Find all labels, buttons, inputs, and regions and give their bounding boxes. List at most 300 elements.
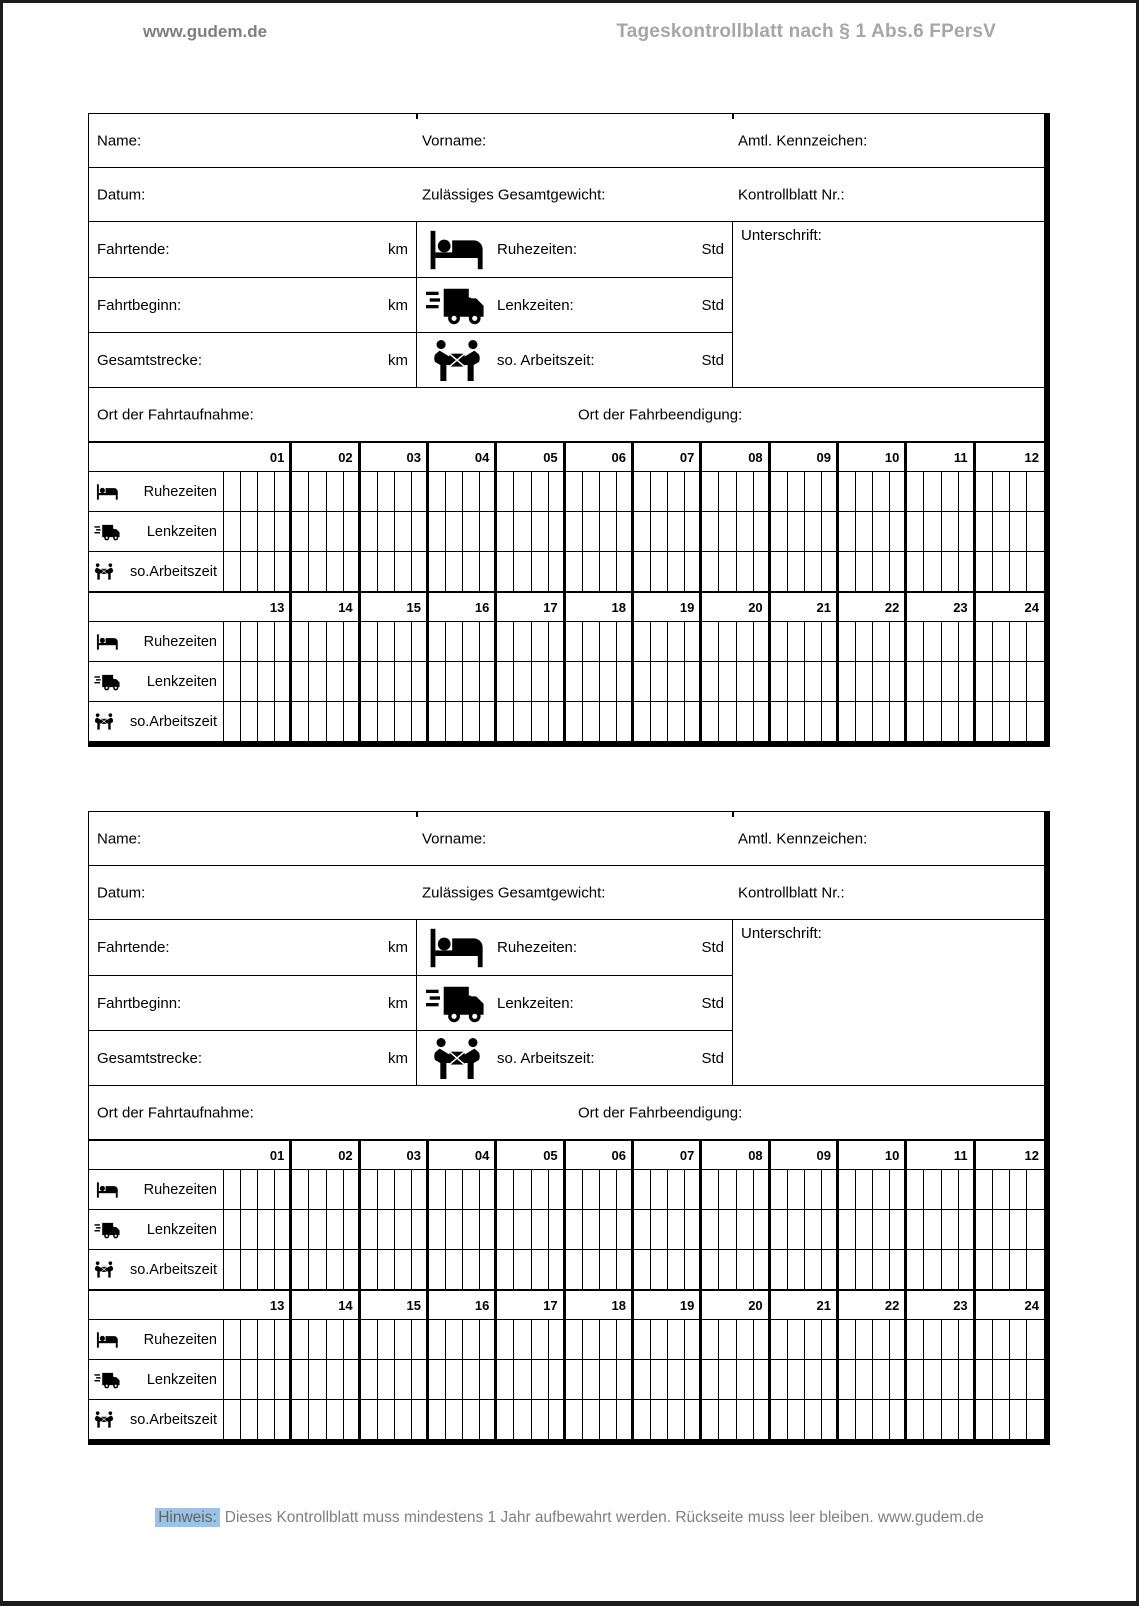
quarter-hour-cell (258, 1169, 275, 1209)
quarter-hour-cell (532, 511, 549, 551)
quarter-hour-cell (634, 1399, 651, 1439)
quarter-hour-cell (702, 1359, 719, 1399)
quarter-hour-cell (344, 1319, 361, 1359)
quarter-hour-cell (856, 471, 873, 511)
quarter-hour-cell (788, 1319, 805, 1359)
quarter-hour-cell (754, 1249, 771, 1289)
quarter-hour-cell (412, 621, 429, 661)
std-unit: Std (701, 241, 724, 258)
quarter-hour-cell (771, 471, 788, 511)
quarter-hour-cell (327, 511, 344, 551)
quarter-hour-cell (224, 1319, 241, 1359)
quarter-hour-cell (788, 511, 805, 551)
quarter-hour-cell (788, 551, 805, 591)
quarter-hour-cell (924, 1249, 941, 1289)
quarter-hour-cell (566, 1319, 583, 1359)
quarter-hour-cell (224, 511, 241, 551)
quarter-hour-cell (429, 551, 446, 591)
quarter-hour-cell (480, 511, 497, 551)
quarter-hour-cell (993, 1319, 1010, 1359)
grid-row-label (89, 1209, 224, 1249)
quarter-hour-cell (566, 621, 583, 661)
quarter-hour-cell (771, 511, 788, 551)
quarter-hour-cell (258, 551, 275, 591)
quarter-hour-cell (292, 1399, 309, 1439)
hour-grid-01-12 (89, 1139, 1044, 1289)
hour-header-07: 07 (634, 1141, 702, 1169)
vorname-label: Vorname: (422, 132, 487, 149)
std-cell (416, 920, 732, 975)
van-icon (94, 673, 122, 691)
quarter-hour-cell (463, 621, 480, 661)
quarter-hour-cell (395, 551, 412, 591)
km-cell (89, 333, 416, 387)
quarter-hour-cell (651, 1319, 668, 1359)
grid-row-label-text: so.Arbeitszeit (129, 563, 217, 580)
quarter-hour-cell (463, 1319, 480, 1359)
std-cell (416, 1031, 732, 1085)
quarter-hour-cell (292, 471, 309, 511)
quarter-hour-cell (839, 1319, 856, 1359)
quarter-hour-cell (378, 511, 395, 551)
quarter-hour-cell (514, 511, 531, 551)
quarter-hour-cell (1027, 1359, 1044, 1399)
quarter-hour-cell (566, 661, 583, 701)
quarter-hour-cell (856, 551, 873, 591)
quarter-hour-cell (275, 661, 292, 701)
grid-row-label (89, 1319, 224, 1359)
quarter-hour-cell (361, 1399, 378, 1439)
quarter-hour-cell (395, 1319, 412, 1359)
quarter-hour-cell (702, 701, 719, 741)
quarter-hour-cell (514, 1319, 531, 1359)
quarter-hour-cell (651, 1249, 668, 1289)
grid-row-label (89, 1169, 224, 1209)
km-unit: km (388, 296, 408, 314)
quarter-hour-cell (993, 1249, 1010, 1289)
quarter-hour-cell (532, 1169, 549, 1209)
std-unit: Std (701, 296, 724, 314)
quarter-hour-cell (942, 621, 959, 661)
quarter-hour-cell (395, 661, 412, 701)
quarter-hour-cell (959, 1359, 976, 1399)
quarter-hour-cell (788, 1209, 805, 1249)
quarter-hour-cell (668, 1249, 685, 1289)
hour-header-10: 10 (839, 1141, 907, 1169)
quarter-hour-cell (446, 1209, 463, 1249)
quarter-hour-cell (890, 1319, 907, 1359)
hour-header-20: 20 (702, 593, 770, 621)
quarter-hour-cell (942, 1209, 959, 1249)
ruhezeiten-label: Ruhezeiten: (497, 241, 578, 258)
km-cell (89, 1031, 416, 1085)
quarter-hour-cell (258, 1319, 275, 1359)
quarter-hour-cell (532, 1209, 549, 1249)
quarter-hour-cell (583, 621, 600, 661)
quarter-hour-cell (890, 1359, 907, 1399)
quarter-hour-cell (566, 551, 583, 591)
row-fahrtende (89, 920, 732, 975)
daily-control-sheet-1 (88, 113, 1050, 747)
quarter-hour-cell (976, 1249, 993, 1289)
quarter-hour-cell (429, 511, 446, 551)
quarter-hour-cell (258, 511, 275, 551)
quarter-hour-cell (907, 621, 924, 661)
quarter-hour-cell (805, 511, 822, 551)
quarter-hour-cell (856, 701, 873, 741)
middle-left (89, 222, 732, 387)
kennzeichen-label: Amtl. Kennzeichen: (738, 132, 868, 149)
quarter-hour-cell (719, 661, 736, 701)
quarter-hour-cell (532, 1319, 549, 1359)
quarter-hour-cell (514, 471, 531, 511)
quarter-hour-cell (412, 1359, 429, 1399)
quarter-hour-cell (976, 1359, 993, 1399)
quarter-hour-cell (685, 661, 702, 701)
quarter-hour-cell (463, 551, 480, 591)
quarter-hour-cell (1027, 701, 1044, 741)
quarter-hour-cell (856, 1319, 873, 1359)
grid-row-label-text: Lenkzeiten (146, 523, 217, 540)
unterschrift-cell (732, 222, 1044, 387)
hour-header-13: 13 (89, 593, 292, 621)
row-fahrtende (89, 222, 732, 277)
quarter-hour-cell (685, 511, 702, 551)
quarter-hour-cell (583, 511, 600, 551)
quarter-hour-cell (754, 471, 771, 511)
quarter-hour-cell (292, 1319, 309, 1359)
quarter-hour-cell (275, 1319, 292, 1359)
quarter-hour-cell (822, 471, 839, 511)
quarter-hour-cell (617, 1169, 634, 1209)
quarter-hour-cell (942, 701, 959, 741)
quarter-hour-cell (344, 511, 361, 551)
quarter-hour-cell (890, 1169, 907, 1209)
quarter-hour-cell (361, 1249, 378, 1289)
quarter-hour-cell (241, 1359, 258, 1399)
quarter-hour-cell (309, 471, 326, 511)
quarter-hour-cell (771, 551, 788, 591)
quarter-hour-cell (327, 1319, 344, 1359)
grid-row-label-text: Lenkzeiten (146, 1371, 217, 1388)
grid-row-label-text: Ruhezeiten (143, 1181, 217, 1198)
quarter-hour-cell (497, 1319, 514, 1359)
quarter-hour-cell (224, 471, 241, 511)
bed-icon (94, 484, 121, 500)
quarter-hour-cell (224, 621, 241, 661)
quarter-hour-cell (600, 551, 617, 591)
quarter-hour-cell (856, 1249, 873, 1289)
quarter-hour-cell (907, 1359, 924, 1399)
quarter-hour-cell (873, 1169, 890, 1209)
quarter-hour-cell (942, 661, 959, 701)
quarter-hour-cell (549, 1319, 566, 1359)
quarter-hour-cell (788, 1249, 805, 1289)
quarter-hour-cell (702, 1319, 719, 1359)
km-unit: km (388, 241, 408, 258)
quarter-hour-cell (788, 1169, 805, 1209)
quarter-hour-cell (258, 1249, 275, 1289)
quarter-hour-cell (1010, 471, 1027, 511)
unterschrift-label: Unterschrift: (741, 925, 822, 942)
quarter-hour-cell (839, 471, 856, 511)
quarter-hour-cell (549, 1249, 566, 1289)
quarter-hour-cell (600, 511, 617, 551)
quarter-hour-cell (429, 1169, 446, 1209)
quarter-hour-cell (942, 1169, 959, 1209)
quarter-hour-cell (1027, 661, 1044, 701)
std-unit: Std (701, 994, 724, 1012)
gesamtgewicht-label: Zulässiges Gesamtgewicht: (422, 884, 606, 901)
quarter-hour-cell (942, 1399, 959, 1439)
quarter-hour-cell (685, 471, 702, 511)
quarter-hour-cell (959, 701, 976, 741)
std-unit: Std (701, 1049, 724, 1067)
arbeitszeit-label: so. Arbeitszeit: (497, 1049, 595, 1067)
quarter-hour-cell (241, 1169, 258, 1209)
quarter-hour-cell (976, 621, 993, 661)
quarter-hour-cell (719, 1359, 736, 1399)
quarter-hour-cell (344, 1169, 361, 1209)
quarter-hour-cell (1027, 1169, 1044, 1209)
quarter-hour-cell (976, 661, 993, 701)
name-label: Name: (97, 830, 142, 847)
quarter-hour-cell (532, 1399, 549, 1439)
fahrtende-label: Fahrtende: (97, 939, 170, 956)
quarter-hour-cell (702, 471, 719, 511)
quarter-hour-cell (1010, 511, 1027, 551)
quarter-hour-cell (907, 471, 924, 511)
quarter-hour-cell (514, 621, 531, 661)
quarter-hour-cell (497, 661, 514, 701)
grid-row-label-text: so.Arbeitszeit (129, 713, 217, 730)
grid-row-label-text: so.Arbeitszeit (129, 1411, 217, 1428)
quarter-hour-cell (361, 511, 378, 551)
quarter-hour-cell (754, 511, 771, 551)
hour-header-07: 07 (634, 443, 702, 471)
quarter-hour-cell (1010, 1169, 1027, 1209)
quarter-hour-cell (805, 471, 822, 511)
quarter-hour-cell (719, 621, 736, 661)
quarter-hour-cell (839, 1209, 856, 1249)
quarter-hour-cell (617, 1209, 634, 1249)
quarter-hour-cell (959, 1319, 976, 1359)
quarter-hour-cell (719, 701, 736, 741)
bed-icon (417, 928, 497, 968)
hour-header-09: 09 (771, 443, 839, 471)
row-gesamtstrecke (89, 1030, 732, 1085)
quarter-hour-cell (258, 621, 275, 661)
quarter-hour-cell (275, 551, 292, 591)
quarter-hour-cell (805, 1319, 822, 1359)
hour-header-10: 10 (839, 443, 907, 471)
hour-header-02: 02 (292, 1141, 360, 1169)
workers-icon (94, 713, 114, 730)
quarter-hour-cell (344, 621, 361, 661)
quarter-hour-cell (600, 1319, 617, 1359)
quarter-hour-cell (993, 471, 1010, 511)
hour-header-19: 19 (634, 1291, 702, 1319)
quarter-hour-cell (344, 471, 361, 511)
km-cell (89, 920, 416, 975)
quarter-hour-cell (959, 551, 976, 591)
quarter-hour-cell (993, 551, 1010, 591)
quarter-hour-cell (378, 621, 395, 661)
hour-header-02: 02 (292, 443, 360, 471)
quarter-hour-cell (754, 1209, 771, 1249)
ruhezeiten-label: Ruhezeiten: (497, 939, 578, 956)
quarter-hour-cell (378, 1359, 395, 1399)
quarter-hour-cell (873, 701, 890, 741)
workers-icon (94, 563, 114, 580)
grid-row-label-text: Ruhezeiten (143, 483, 217, 500)
grid-row-label (89, 621, 224, 661)
quarter-hour-cell (976, 1209, 993, 1249)
hour-header-04: 04 (429, 443, 497, 471)
hour-header-11: 11 (907, 443, 975, 471)
quarter-hour-cell (788, 471, 805, 511)
quarter-hour-cell (327, 1249, 344, 1289)
std-unit: Std (701, 351, 724, 369)
quarter-hour-cell (549, 661, 566, 701)
quarter-hour-cell (309, 621, 326, 661)
quarter-hour-cell (617, 551, 634, 591)
quarter-hour-cell (361, 1319, 378, 1359)
quarter-hour-cell (993, 1359, 1010, 1399)
quarter-hour-cell (497, 1249, 514, 1289)
quarter-hour-cell (839, 661, 856, 701)
quarter-hour-cell (309, 1359, 326, 1399)
quarter-hour-cell (754, 621, 771, 661)
quarter-hour-cell (873, 1359, 890, 1399)
quarter-hour-cell (634, 1209, 651, 1249)
quarter-hour-cell (617, 1249, 634, 1289)
unterschrift-label: Unterschrift: (741, 227, 822, 244)
quarter-hour-cell (822, 621, 839, 661)
quarter-hour-cell (788, 701, 805, 741)
quarter-hour-cell (856, 1399, 873, 1439)
quarter-hour-cell (1027, 1399, 1044, 1439)
quarter-hour-cell (685, 1249, 702, 1289)
quarter-hour-cell (976, 1399, 993, 1439)
quarter-hour-cell (634, 511, 651, 551)
quarter-hour-cell (993, 661, 1010, 701)
quarter-hour-cell (583, 1249, 600, 1289)
hour-header-08: 08 (702, 1141, 770, 1169)
quarter-hour-cell (395, 1169, 412, 1209)
footer-note (3, 1509, 1136, 1527)
hour-header-19: 19 (634, 593, 702, 621)
quarter-hour-cell (873, 1249, 890, 1289)
quarter-hour-cell (497, 471, 514, 511)
quarter-hour-cell (805, 701, 822, 741)
quarter-hour-cell (549, 471, 566, 511)
grid-row-label (89, 551, 224, 591)
quarter-hour-cell (754, 701, 771, 741)
quarter-hour-cell (361, 471, 378, 511)
quarter-hour-cell (924, 1209, 941, 1249)
quarter-hour-cell (839, 621, 856, 661)
quarter-hour-cell (924, 471, 941, 511)
quarter-hour-cell (771, 1169, 788, 1209)
hour-header-24: 24 (1024, 599, 1039, 615)
quarter-hour-cell (378, 701, 395, 741)
quarter-hour-cell (378, 1399, 395, 1439)
hour-header-06: 06 (566, 1141, 634, 1169)
quarter-hour-cell (839, 1169, 856, 1209)
row-fahrtbeginn (89, 975, 732, 1030)
hour-header-12: 12 (1024, 1147, 1039, 1163)
quarter-hour-cell (241, 1249, 258, 1289)
quarter-hour-cell (668, 471, 685, 511)
hour-header-06: 06 (566, 443, 634, 471)
kontrollblatt-label: Kontrollblatt Nr.: (738, 884, 845, 901)
quarter-hour-cell (463, 661, 480, 701)
quarter-hour-cell (873, 1319, 890, 1359)
quarter-hour-cell (514, 551, 531, 591)
quarter-hour-cell (993, 1209, 1010, 1249)
quarter-hour-cell (856, 1209, 873, 1249)
quarter-hour-cell (634, 1249, 651, 1289)
quarter-hour-cell (737, 511, 754, 551)
quarter-hour-cell (412, 1319, 429, 1359)
quarter-hour-cell (924, 1169, 941, 1209)
std-unit: Std (701, 939, 724, 956)
van-icon (94, 523, 122, 541)
quarter-hour-cell (514, 661, 531, 701)
row-datum (89, 167, 1044, 221)
quarter-hour-cell (839, 1359, 856, 1399)
quarter-hour-cell (668, 1169, 685, 1209)
hour-header-08: 08 (702, 443, 770, 471)
quarter-hour-cell (532, 1359, 549, 1399)
quarter-hour-cell (600, 701, 617, 741)
quarter-hour-cell (480, 1399, 497, 1439)
quarter-hour-cell (583, 1359, 600, 1399)
bed-icon (94, 634, 121, 650)
arbeitszeit-label: so. Arbeitszeit: (497, 351, 595, 369)
quarter-hour-cell (463, 511, 480, 551)
quarter-hour-cell (514, 1169, 531, 1209)
quarter-hour-cell (361, 1169, 378, 1209)
quarter-hour-cell (685, 621, 702, 661)
quarter-hour-cell (959, 511, 976, 551)
quarter-hour-cell (532, 551, 549, 591)
grid-row-label-text: so.Arbeitszeit (129, 1261, 217, 1278)
km-unit: km (388, 351, 408, 369)
quarter-hour-cell (1010, 1359, 1027, 1399)
quarter-hour-cell (1027, 511, 1044, 551)
quarter-hour-cell (361, 551, 378, 591)
kontrollblatt-label: Kontrollblatt Nr.: (738, 186, 845, 203)
quarter-hour-cell (429, 701, 446, 741)
quarter-hour-cell (463, 701, 480, 741)
quarter-hour-cell (412, 1249, 429, 1289)
quarter-hour-cell (805, 1249, 822, 1289)
quarter-hour-cell (1010, 621, 1027, 661)
quarter-hour-cell (788, 621, 805, 661)
quarter-hour-cell (566, 1209, 583, 1249)
quarter-hour-cell (890, 551, 907, 591)
quarter-hour-cell (446, 661, 463, 701)
quarter-hour-cell (1027, 1319, 1044, 1359)
quarter-hour-cell (327, 1169, 344, 1209)
quarter-hour-cell (651, 1399, 668, 1439)
quarter-hour-cell (378, 551, 395, 591)
quarter-hour-cell (583, 701, 600, 741)
row-name (89, 114, 1044, 167)
hour-header-16: 16 (429, 593, 497, 621)
